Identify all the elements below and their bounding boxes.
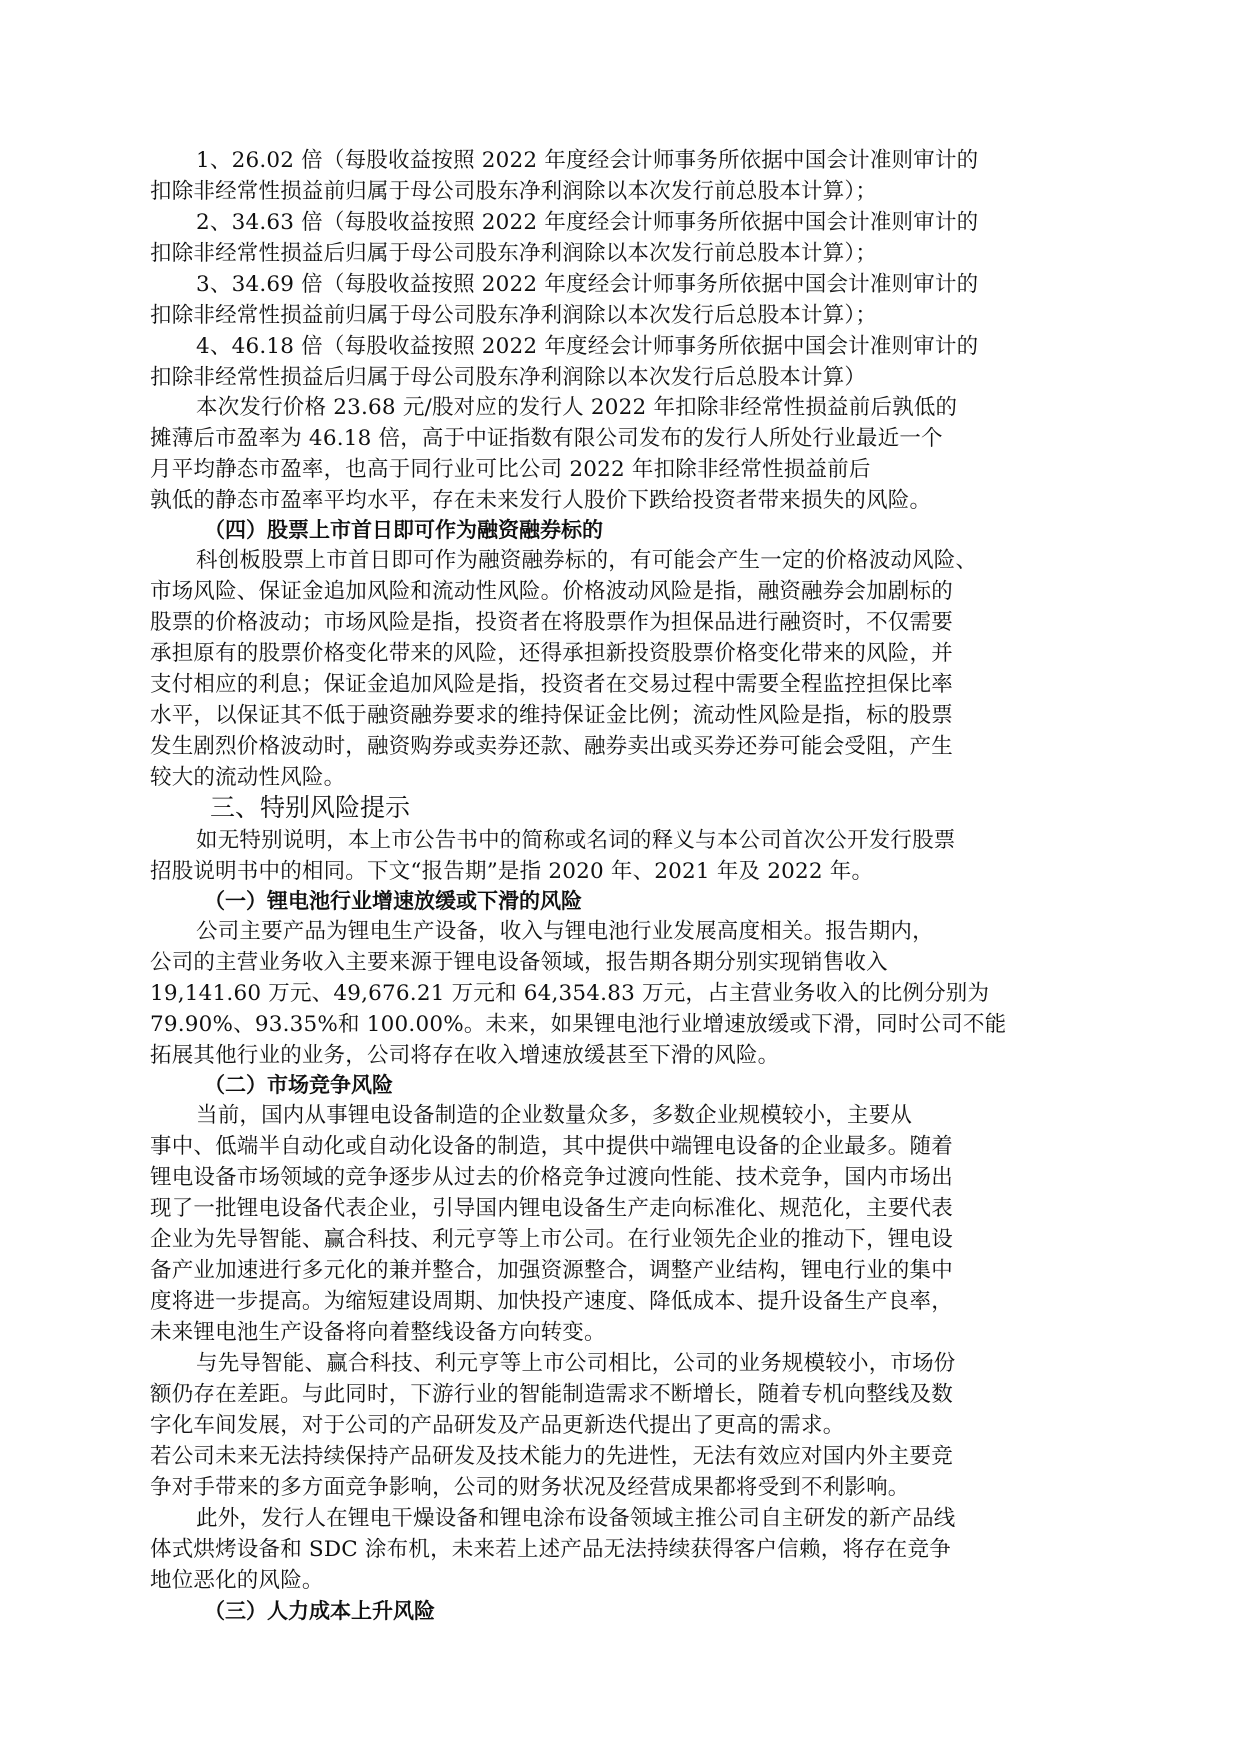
section-heading: （二）市场竞争风险 [204,1073,393,1097]
paragraph-line: 股票的价格波动；市场风险是指，投资者在将股票作为担保品进行融资时，不仅需要 [150,610,953,635]
paragraph-line: 科创板股票上市首日即可作为融资融券标的，有可能会产生一定的价格波动风险、 [196,548,978,573]
paragraph-line: 与先导智能、赢合科技、利元亨等上市公司相比，公司的业务规模较小，市场份 [196,1351,956,1376]
paragraph-line: 孰低的静态市盈率平均水平，存在未来发行人股价下跌给投资者带来损失的风险。 [150,488,932,513]
section-heading: （三）人力成本上升风险 [204,1599,435,1623]
paragraph-line: 2、34.63 倍（每股收益按照 2022 年度经会计师事务所依据中国会计准则审计的 [196,210,979,235]
paragraph-line: 扣除非经常性损益后归属于母公司股东净利润除以本次发行后总股本计算） [150,365,867,390]
paragraph-line: 企业为先导智能、赢合科技、利元亨等上市公司。在行业领先企业的推动下，锂电设 [150,1227,953,1252]
paragraph-line: 若公司未来无法持续保持产品研发及技术能力的先进性，无法有效应对国内外主要竞 [150,1444,953,1469]
paragraph-line: 1、26.02 倍（每股收益按照 2022 年度经会计师事务所依据中国会计准则审计的 [196,148,979,173]
paragraph-line: 此外，发行人在锂电干燥设备和锂电涂布设备领域主推公司自主研发的新产品线 [196,1506,956,1531]
paragraph-line: 现了一批锂电设备代表企业，引导国内锂电设备生产走向标准化、规范化，主要代表 [150,1196,953,1221]
paragraph-line: 月平均静态市盈率，也高于同行业可比公司 2022 年扣除非经常性损益前后 [150,457,871,482]
major-heading: 三、特别风险提示 [210,793,411,822]
paragraph-line: 扣除非经常性损益后归属于母公司股东净利润除以本次发行前总股本计算）； [150,241,878,266]
paragraph-line: 事中、低端半自动化或自动化设备的制造，其中提供中端锂电设备的企业最多。随着 [150,1134,953,1159]
paragraph-line: 扣除非经常性损益前归属于母公司股东净利润除以本次发行后总股本计算）； [150,303,878,328]
paragraph-line: 支付相应的利息；保证金追加风险是指，投资者在交易过程中需要全程监控担保比率 [150,672,953,697]
paragraph-line: 3、34.69 倍（每股收益按照 2022 年度经会计师事务所依据中国会计准则审计的 [196,272,979,297]
paragraph-line: 拓展其他行业的业务，公司将存在收入增速放缓甚至下滑的风险。 [150,1043,780,1068]
paragraph-line: 市场风险、保证金追加风险和流动性风险。价格波动风险是指，融资融券会加剧标的 [150,579,953,604]
paragraph-line: 未来锂电池生产设备将向着整线设备方向转变。 [150,1320,606,1345]
paragraph-line: 水平，以保证其不低于融资融券要求的维持保证金比例；流动性风险是指，标的股票 [150,703,953,728]
paragraph-line: 地位恶化的风险。 [150,1568,324,1593]
paragraph-line: 公司主要产品为锂电生产设备，收入与锂电池行业发展高度相关。报告期内， [196,919,934,944]
paragraph-line: 当前，国内从事锂电设备制造的企业数量众多，多数企业规模较小，主要从 [196,1103,913,1128]
paragraph-line: 发生剧烈价格波动时，融资购券或卖券还款、融券卖出或买券还券可能会受阻，产生 [150,734,953,759]
paragraph-line: 备产业加速进行多元化的兼并整合，加强资源整合，调整产业结构，锂电行业的集中 [150,1258,953,1283]
paragraph-line: 度将进一步提高。为缩短建设周期、加快投产速度、降低成本、提升设备生产良率， [150,1289,953,1314]
paragraph-line: 本次发行价格 23.68 元/股对应的发行人 2022 年扣除非经常性损益前后孰低的 [196,395,958,420]
paragraph-line: 4、46.18 倍（每股收益按照 2022 年度经会计师事务所依据中国会计准则审计的 [196,334,979,359]
paragraph-line: 招股说明书中的相同。下文“报告期”是指 2020 年、2021 年及 2022 年。 [150,859,874,884]
paragraph-line: 争对手带来的多方面竞争影响，公司的财务状况及经营成果都将受到不利影响。 [150,1475,910,1500]
paragraph-line: 如无特别说明，本上市公告书中的简称或名词的释义与本公司首次公开发行股票 [196,828,956,853]
paragraph-line: 承担原有的股票价格变化带来的风险，还得承担新投资股票价格变化带来的风险，并 [150,641,953,666]
paragraph-line: 扣除非经常性损益前归属于母公司股东净利润除以本次发行前总股本计算）； [150,179,878,204]
paragraph-line: 额仍存在差距。与此同时，下游行业的智能制造需求不断增长，随着专机向整线及数 [150,1382,953,1407]
paragraph-line: 字化车间发展，对于公司的产品研发及产品更新迭代提出了更高的需求。 [150,1413,845,1438]
section-heading: （一）锂电池行业增速放缓或下滑的风险 [204,889,582,913]
paragraph-line: 19,141.60 万元、49,676.21 万元和 64,354.83 万元，占主营业务收入的比例分别为 [150,981,990,1006]
paragraph-line: 摊薄后市盈率为 46.18 倍，高于中证指数有限公司发布的发行人所处行业最近一个 [150,426,943,451]
section-heading: （四）股票上市首日即可作为融资融券标的 [204,518,603,542]
paragraph-line: 体式烘烤设备和 SDC 涂布机，未来若上述产品无法持续获得客户信赖，将存在竞争 [150,1537,951,1562]
paragraph-line: 较大的流动性风险。 [150,765,346,790]
paragraph-line: 锂电设备市场领域的竞争逐步从过去的价格竞争过渡向性能、技术竞争，国内市场出 [150,1165,953,1190]
paragraph-line: 公司的主营业务收入主要来源于锂电设备领域，报告期各期分别实现销售收入 [150,950,888,975]
paragraph-line: 79.90%、93.35%和 100.00%。未来，如果锂电池行业增速放缓或下滑，同时公司不能 [150,1012,1007,1037]
